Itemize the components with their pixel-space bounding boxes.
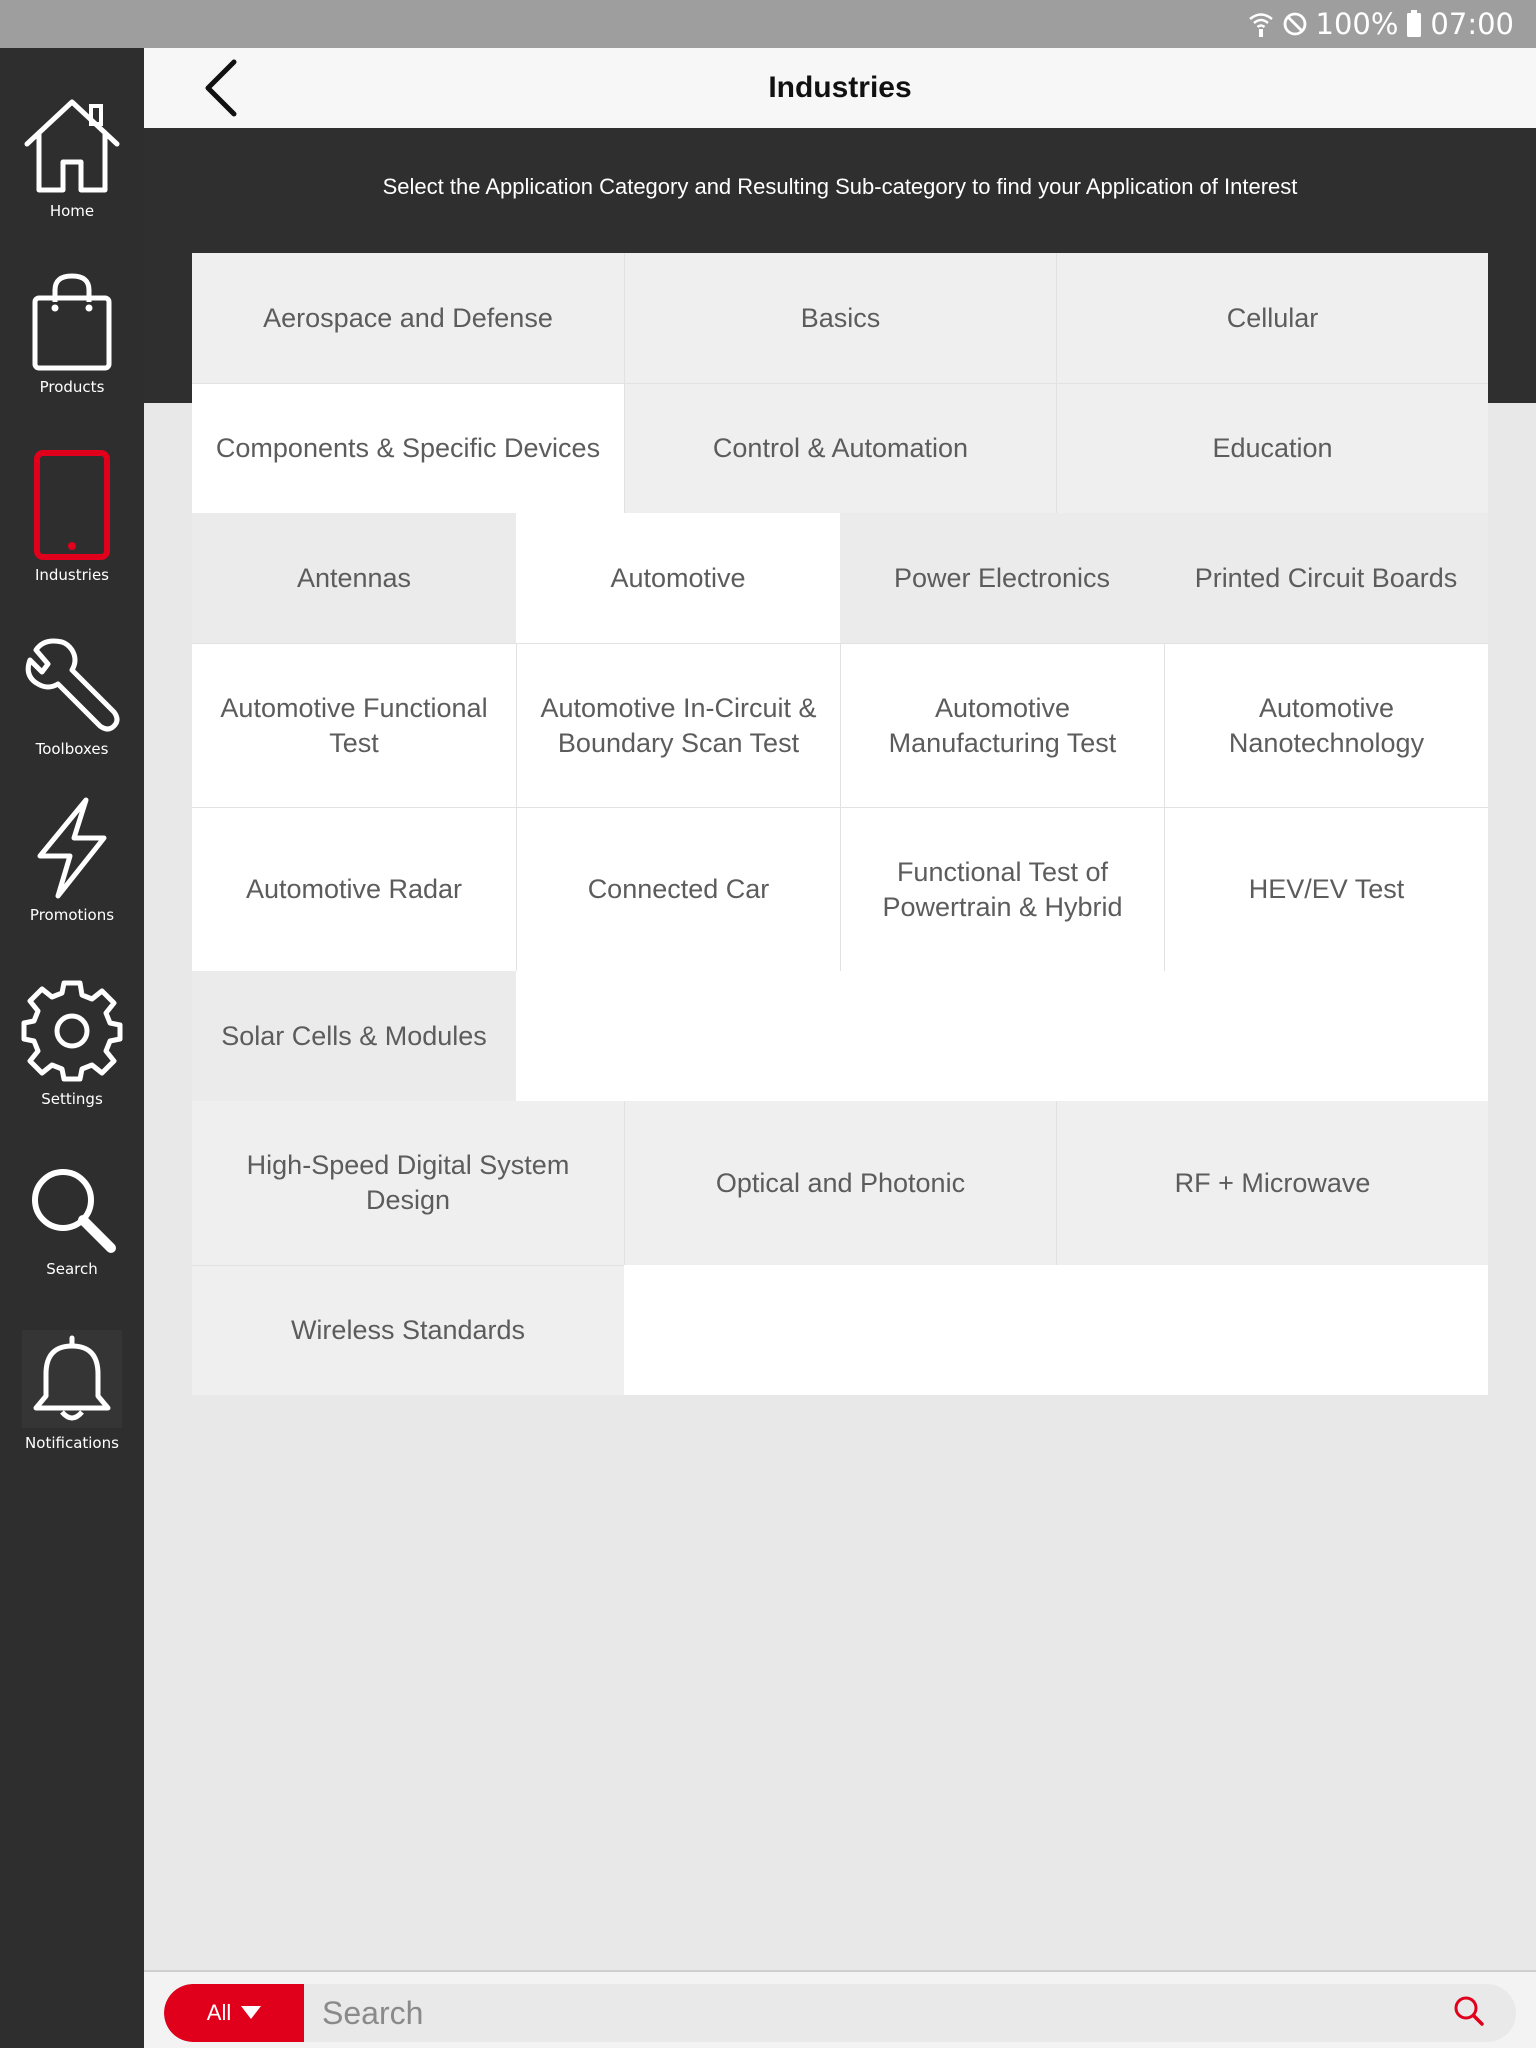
application-automotive-manufacturing-test[interactable]: Automotive Manufacturing Test	[840, 643, 1164, 807]
search-container	[164, 1984, 1516, 2042]
category-cellular[interactable]: Cellular	[1056, 253, 1488, 383]
sidebar-item-home[interactable]	[0, 96, 144, 220]
category-grid	[192, 253, 1488, 1395]
application-automotive-radar[interactable]: Automotive Radar	[192, 807, 516, 971]
category-aerospace-and-defense[interactable]: Aerospace and Defense	[192, 253, 624, 383]
subcategory-row	[192, 513, 1488, 643]
application-automotive-nanotechnology[interactable]: Automotive Nanotechnology	[1164, 643, 1488, 807]
sidebar-item-toolboxes[interactable]	[0, 634, 144, 758]
category-high-speed-digital-system-design[interactable]: High-Speed Digital System Design	[192, 1101, 624, 1265]
bell-icon	[22, 1330, 122, 1428]
sidebar-item-label: Settings	[41, 1090, 103, 1108]
home-icon	[19, 96, 125, 196]
application-row	[192, 643, 1488, 807]
gear-icon	[19, 978, 125, 1084]
sidebar-item-label: Home	[49, 202, 95, 220]
tablet-icon	[34, 450, 110, 560]
application-connected-car[interactable]: Connected Car	[516, 807, 840, 971]
category-rf-microwave[interactable]: RF + Microwave	[1056, 1101, 1488, 1265]
subcategory-automotive[interactable]: Automotive	[516, 513, 840, 643]
lightning-icon	[32, 796, 112, 900]
search-icon	[1453, 1995, 1485, 2032]
page-header	[144, 48, 1536, 128]
search-scope-label: All	[206, 2000, 232, 2025]
category-row	[192, 253, 1488, 383]
page-title: Industries	[768, 71, 912, 104]
sidebar-item-promotions[interactable]	[0, 796, 144, 924]
subcategory-solar-cells-modules[interactable]: Solar Cells & Modules	[192, 971, 516, 1101]
category-row	[192, 1101, 1488, 1265]
sidebar-item-label: Promotions	[29, 906, 115, 924]
grid-filler	[516, 971, 1488, 1101]
sidebar-item-label: Products	[39, 378, 105, 396]
wrench-icon	[22, 634, 122, 734]
category-control-automation[interactable]: Control & Automation	[624, 383, 1056, 513]
grid-filler	[624, 1265, 1488, 1395]
category-education[interactable]: Education	[1056, 383, 1488, 513]
sidebar-nav	[0, 48, 144, 2048]
subcategory-antennas[interactable]: Antennas	[192, 513, 516, 643]
clock: 07:00	[1430, 7, 1514, 41]
sidebar-item-industries[interactable]	[0, 450, 144, 584]
application-automotive-functional-test[interactable]: Automotive Functional Test	[192, 643, 516, 807]
subcategory-row	[192, 971, 1488, 1101]
application-functional-test-powertrain-hybrid[interactable]: Functional Test of Powertrain & Hybrid	[840, 807, 1164, 971]
sidebar-item-products[interactable]	[0, 272, 144, 396]
category-row	[192, 383, 1488, 513]
bottom-search-bar	[144, 1970, 1536, 2048]
category-optical-and-photonic[interactable]: Optical and Photonic	[624, 1101, 1056, 1265]
category-wireless-standards[interactable]: Wireless Standards	[192, 1265, 624, 1395]
search-scope-dropdown[interactable]	[164, 1984, 304, 2042]
category-components-specific-devices[interactable]: Components & Specific Devices	[192, 383, 624, 513]
battery-icon	[1406, 10, 1422, 38]
instruction-text: Select the Application Category and Resulting Sub-category to find your Application of Interest	[382, 174, 1298, 199]
sidebar-item-label: Search	[46, 1260, 98, 1278]
application-automotive-in-circuit-boundary-scan-test[interactable]: Automotive In-Circuit & Boundary Scan Test	[516, 643, 840, 807]
application-row	[192, 807, 1488, 971]
application-hev-ev-test[interactable]: HEV/EV Test	[1164, 807, 1488, 971]
sidebar-item-label: Toolboxes	[35, 740, 109, 758]
search-submit-button[interactable]	[1444, 1984, 1494, 2042]
category-row	[192, 1265, 1488, 1395]
subcategory-printed-circuit-boards[interactable]: Printed Circuit Boards	[1164, 513, 1488, 643]
sidebar-item-settings[interactable]	[0, 978, 144, 1108]
sidebar-item-notifications[interactable]	[0, 1330, 144, 1452]
wifi-icon	[1248, 10, 1274, 38]
do-not-disturb-icon	[1282, 11, 1308, 37]
category-basics[interactable]: Basics	[624, 253, 1056, 383]
sidebar-item-label: Notifications	[25, 1434, 119, 1452]
sidebar-item-label: Industries	[34, 566, 110, 584]
status-icons	[1248, 0, 1515, 48]
sidebar-item-search[interactable]	[0, 1164, 144, 1278]
search-icon	[27, 1164, 117, 1254]
search-input[interactable]	[314, 1984, 1424, 2042]
status-bar	[0, 0, 1536, 48]
shopping-bag-icon	[29, 272, 115, 372]
battery-percent: 100%	[1315, 7, 1399, 41]
caret-down-icon	[241, 2000, 261, 2026]
subcategory-power-electronics[interactable]: Power Electronics	[840, 513, 1164, 643]
